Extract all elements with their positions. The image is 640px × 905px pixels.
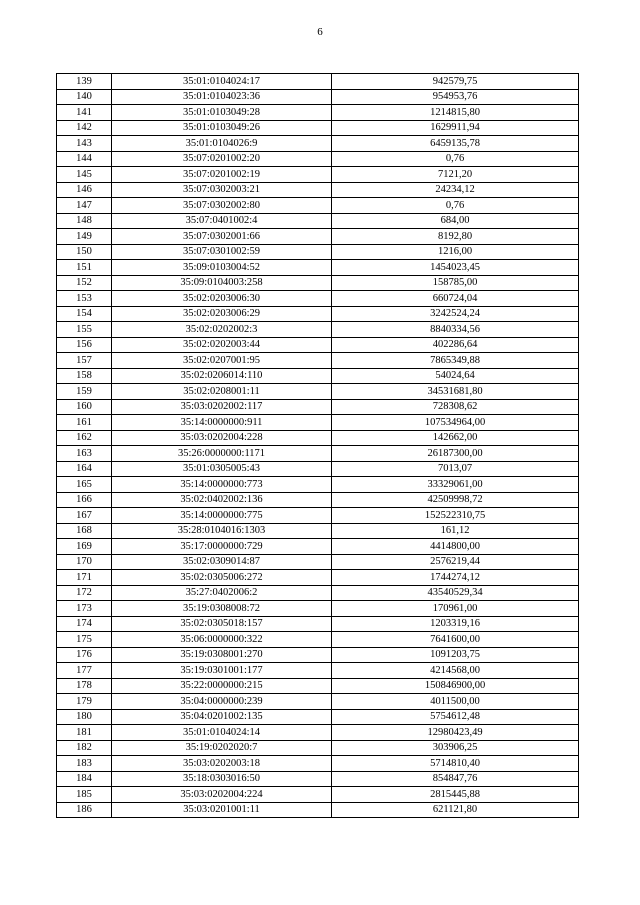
cadastral-number-cell: 35:03:0202004:228 [112,430,332,446]
row-number-cell: 178 [57,678,112,694]
value-cell: 0,76 [332,151,579,167]
row-number-cell: 147 [57,198,112,214]
table-row [57,663,579,679]
value-cell: 7013,07 [332,461,579,477]
value-cell: 1203319,16 [332,616,579,632]
cadastral-number-cell: 35:27:0402006:2 [112,585,332,601]
row-number-cell: 183 [57,756,112,772]
table-row [57,306,579,322]
row-number-cell: 142 [57,120,112,136]
cadastral-number-cell: 35:19:0301001:177 [112,663,332,679]
value-cell: 54024,64 [332,368,579,384]
table-row [57,275,579,291]
table-row [57,74,579,90]
table-row [57,415,579,431]
table-row [57,337,579,353]
value-cell: 43540529,34 [332,585,579,601]
row-number-cell: 174 [57,616,112,632]
row-number-cell: 144 [57,151,112,167]
table-row [57,585,579,601]
cadastral-number-cell: 35:07:0301002:59 [112,244,332,260]
table-row [57,539,579,555]
value-cell: 24234,12 [332,182,579,198]
table-row [57,787,579,803]
value-cell: 1091203,75 [332,647,579,663]
cadastral-value-table [56,73,579,818]
table-row [57,151,579,167]
value-cell: 142662,00 [332,430,579,446]
value-cell: 4214568,00 [332,663,579,679]
row-number-cell: 177 [57,663,112,679]
cadastral-number-cell: 35:02:0206014:110 [112,368,332,384]
table-row [57,120,579,136]
row-number-cell: 140 [57,89,112,105]
table-row [57,709,579,725]
row-number-cell: 167 [57,508,112,524]
table-row [57,244,579,260]
row-number-cell: 153 [57,291,112,307]
table-row [57,446,579,462]
cadastral-number-cell: 35:09:0103004:52 [112,260,332,276]
row-number-cell: 156 [57,337,112,353]
value-cell: 1629911,94 [332,120,579,136]
cadastral-number-cell: 35:17:0000000:729 [112,539,332,555]
cadastral-number-cell: 35:06:0000000:322 [112,632,332,648]
table-row [57,430,579,446]
cadastral-number-cell: 35:01:0104024:14 [112,725,332,741]
value-cell: 4414800,00 [332,539,579,555]
row-number-cell: 162 [57,430,112,446]
value-cell: 5754612,48 [332,709,579,725]
table-row [57,461,579,477]
table-row [57,647,579,663]
cadastral-number-cell: 35:14:0000000:773 [112,477,332,493]
table-row [57,322,579,338]
cadastral-number-cell: 35:02:0202003:44 [112,337,332,353]
value-cell: 150846900,00 [332,678,579,694]
row-number-cell: 182 [57,740,112,756]
row-number-cell: 163 [57,446,112,462]
table-row [57,136,579,152]
row-number-cell: 165 [57,477,112,493]
row-number-cell: 145 [57,167,112,183]
row-number-cell: 149 [57,229,112,245]
row-number-cell: 169 [57,539,112,555]
table-row [57,167,579,183]
cadastral-number-cell: 35:09:0104003:258 [112,275,332,291]
cadastral-number-cell: 35:02:0402002:136 [112,492,332,508]
table-row [57,740,579,756]
row-number-cell: 184 [57,771,112,787]
value-cell: 161,12 [332,523,579,539]
row-number-cell: 159 [57,384,112,400]
cadastral-number-cell: 35:07:0302003:21 [112,182,332,198]
cadastral-number-cell: 35:07:0401002:4 [112,213,332,229]
row-number-cell: 152 [57,275,112,291]
row-number-cell: 161 [57,415,112,431]
cadastral-number-cell: 35:26:0000000:1171 [112,446,332,462]
row-number-cell: 168 [57,523,112,539]
cadastral-number-cell: 35:19:0308008:72 [112,601,332,617]
cadastral-number-cell: 35:01:0103049:26 [112,120,332,136]
value-cell: 8192,80 [332,229,579,245]
value-cell: 1454023,45 [332,260,579,276]
row-number-cell: 155 [57,322,112,338]
row-number-cell: 146 [57,182,112,198]
row-number-cell: 166 [57,492,112,508]
value-cell: 942579,75 [332,74,579,90]
table-row [57,368,579,384]
cadastral-number-cell: 35:07:0302001:66 [112,229,332,245]
table-row [57,213,579,229]
row-number-cell: 171 [57,570,112,586]
value-cell: 7865349,88 [332,353,579,369]
table-row [57,89,579,105]
cadastral-number-cell: 35:01:0104023:36 [112,89,332,105]
table-row [57,477,579,493]
cadastral-number-cell: 35:28:0104016:1303 [112,523,332,539]
table-row [57,198,579,214]
table-row [57,105,579,121]
value-cell: 33329061,00 [332,477,579,493]
table-row [57,632,579,648]
row-number-cell: 141 [57,105,112,121]
value-cell: 2576219,44 [332,554,579,570]
cadastral-number-cell: 35:01:0104024:17 [112,74,332,90]
value-cell: 402286,64 [332,337,579,353]
cadastral-number-cell: 35:22:0000000:215 [112,678,332,694]
value-cell: 1216,00 [332,244,579,260]
value-cell: 12980423,49 [332,725,579,741]
value-cell: 8840334,56 [332,322,579,338]
value-cell: 854847,76 [332,771,579,787]
row-number-cell: 164 [57,461,112,477]
row-number-cell: 170 [57,554,112,570]
row-number-cell: 180 [57,709,112,725]
cadastral-number-cell: 35:14:0000000:775 [112,508,332,524]
row-number-cell: 143 [57,136,112,152]
table-row [57,353,579,369]
row-number-cell: 186 [57,802,112,818]
cadastral-number-cell: 35:03:0202002:117 [112,399,332,415]
value-cell: 4011500,00 [332,694,579,710]
cadastral-number-cell: 35:19:0202020:7 [112,740,332,756]
value-cell: 170961,00 [332,601,579,617]
cadastral-number-cell: 35:19:0308001:270 [112,647,332,663]
value-cell: 107534964,00 [332,415,579,431]
table-row [57,554,579,570]
row-number-cell: 185 [57,787,112,803]
table-row [57,694,579,710]
value-cell: 1744274,12 [332,570,579,586]
value-cell: 158785,00 [332,275,579,291]
row-number-cell: 173 [57,601,112,617]
table-row [57,399,579,415]
value-cell: 728308,62 [332,399,579,415]
value-cell: 2815445,88 [332,787,579,803]
value-cell: 5714810,40 [332,756,579,772]
value-cell: 621121,80 [332,802,579,818]
value-cell: 7121,20 [332,167,579,183]
cadastral-number-cell: 35:02:0203006:29 [112,306,332,322]
cadastral-number-cell: 35:03:0201001:11 [112,802,332,818]
cadastral-number-cell: 35:07:0201002:19 [112,167,332,183]
value-cell: 7641600,00 [332,632,579,648]
table-row [57,291,579,307]
row-number-cell: 158 [57,368,112,384]
row-number-cell: 151 [57,260,112,276]
row-number-cell: 150 [57,244,112,260]
value-cell: 34531681,80 [332,384,579,400]
cadastral-number-cell: 35:02:0203006:30 [112,291,332,307]
table-row [57,678,579,694]
row-number-cell: 157 [57,353,112,369]
cadastral-number-cell: 35:02:0309014:87 [112,554,332,570]
cadastral-number-cell: 35:01:0103049:28 [112,105,332,121]
table-row [57,802,579,818]
value-cell: 26187300,00 [332,446,579,462]
value-cell: 1214815,80 [332,105,579,121]
cadastral-number-cell: 35:04:0201002:135 [112,709,332,725]
table-row [57,260,579,276]
table-row [57,771,579,787]
row-number-cell: 181 [57,725,112,741]
table-row [57,229,579,245]
page-number: 6 [317,26,323,38]
cadastral-number-cell: 35:02:0305006:272 [112,570,332,586]
row-number-cell: 176 [57,647,112,663]
cadastral-number-cell: 35:02:0202002:3 [112,322,332,338]
value-cell: 6459135,78 [332,136,579,152]
table-row [57,570,579,586]
row-number-cell: 175 [57,632,112,648]
table-row [57,384,579,400]
table-row [57,756,579,772]
value-cell: 954953,76 [332,89,579,105]
value-cell: 303906,25 [332,740,579,756]
value-cell: 684,00 [332,213,579,229]
cadastral-number-cell: 35:02:0305018:157 [112,616,332,632]
table-row [57,725,579,741]
cadastral-number-cell: 35:18:0303016:50 [112,771,332,787]
cadastral-number-cell: 35:03:0202003:18 [112,756,332,772]
row-number-cell: 179 [57,694,112,710]
cadastral-number-cell: 35:02:0208001:11 [112,384,332,400]
cadastral-number-cell: 35:02:0207001:95 [112,353,332,369]
value-cell: 42509998,72 [332,492,579,508]
table-row [57,523,579,539]
row-number-cell: 172 [57,585,112,601]
cadastral-number-cell: 35:01:0305005:43 [112,461,332,477]
cadastral-number-cell: 35:07:0302002:80 [112,198,332,214]
cadastral-number-cell: 35:14:0000000:911 [112,415,332,431]
row-number-cell: 148 [57,213,112,229]
value-cell: 3242524,24 [332,306,579,322]
table-row [57,616,579,632]
row-number-cell: 139 [57,74,112,90]
table-row [57,508,579,524]
value-cell: 152522310,75 [332,508,579,524]
value-cell: 660724,04 [332,291,579,307]
table-row [57,182,579,198]
cadastral-number-cell: 35:04:0000000:239 [112,694,332,710]
table-row [57,601,579,617]
cadastral-number-cell: 35:07:0201002:20 [112,151,332,167]
table-body [57,74,579,818]
row-number-cell: 154 [57,306,112,322]
row-number-cell: 160 [57,399,112,415]
table-row [57,492,579,508]
cadastral-number-cell: 35:03:0202004:224 [112,787,332,803]
cadastral-number-cell: 35:01:0104026:9 [112,136,332,152]
value-cell: 0,76 [332,198,579,214]
